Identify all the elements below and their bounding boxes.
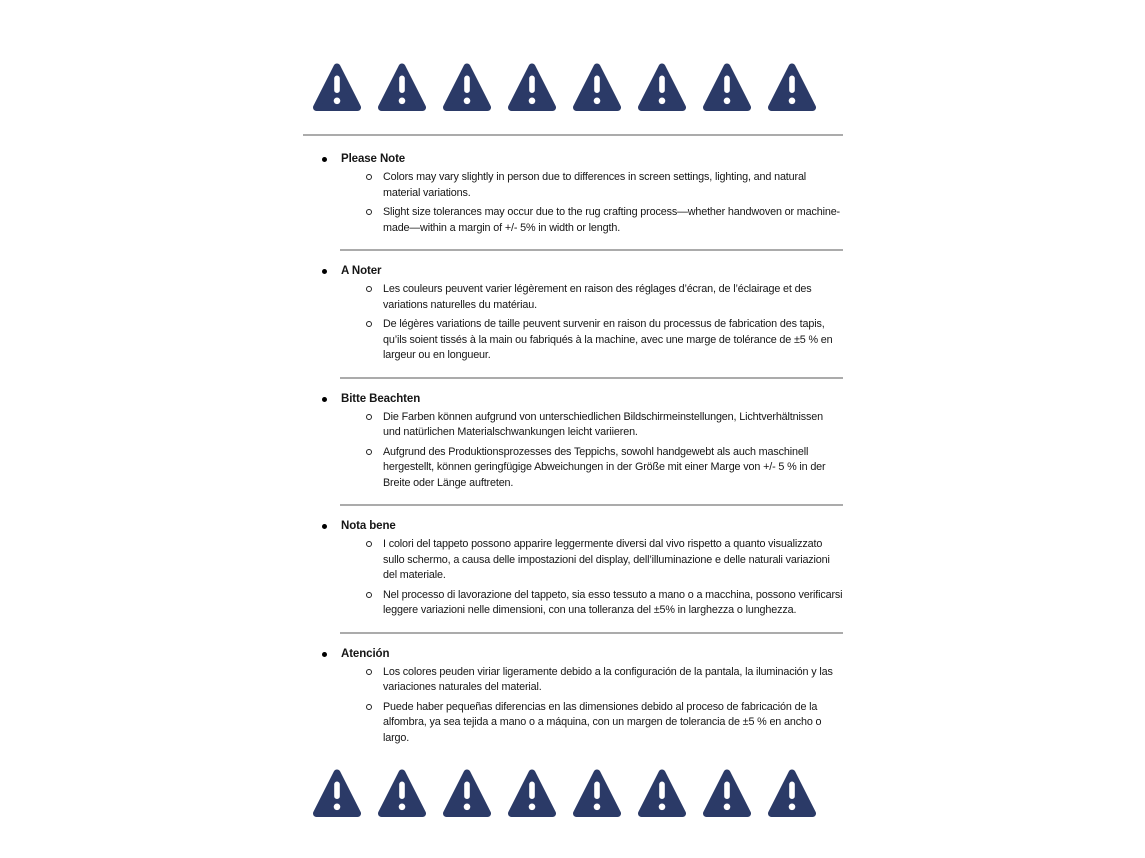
section-divider: [340, 249, 843, 251]
note-item: [300, 665, 843, 696]
warning-triangle-icon: [378, 62, 426, 113]
warning-triangle-icon: [638, 768, 686, 819]
content-column: [300, 62, 843, 819]
warning-triangle-icon: [443, 768, 491, 819]
section-heading-row: [300, 392, 843, 407]
top-warning-row: [300, 62, 843, 113]
note-item: [300, 410, 843, 441]
warning-triangle-icon: [703, 768, 751, 819]
notes-list: [300, 152, 843, 746]
warning-triangle-icon: [313, 768, 361, 819]
warning-triangle-icon: [573, 768, 621, 819]
warning-triangle-icon: [378, 768, 426, 819]
note-item-text: Puede haber pequeñas diferencias en las dimensiones debido al proceso de fabricación de la alfombra, ya sea tejida a mano o a máquina, con un margen de tolerancia de ±5 % en ancho o largo.: [383, 700, 822, 744]
note-item-text: De légères variations de taille peuvent survenir en raison du processus de fabrication des tapis, qu’ils soient tissés à la main ou fabriqués à la machine, avec une marge de tolérance de ±5 % en largeur ou en longueur.: [383, 318, 833, 361]
circle-bullet-icon: [366, 704, 372, 710]
note-section: [300, 519, 843, 619]
note-item: [300, 588, 843, 619]
warning-triangle-icon: [313, 62, 361, 113]
bullet-icon: [322, 269, 327, 274]
note-item-text: Los colores peuden viriar ligeramente debido a la configuración de la pantala, la iluminación y las variaciones naturales del material.: [383, 665, 833, 693]
note-item: [300, 282, 843, 313]
section-heading: A Noter: [341, 265, 382, 277]
warning-triangle-icon: [768, 768, 816, 819]
note-section: [300, 152, 843, 236]
note-item-text: Colors may vary slightly in person due to differences in screen settings, lighting, and natural material variations.: [383, 171, 807, 199]
bullet-icon: [322, 157, 327, 162]
note-item-text: Slight size tolerances may occur due to the rug crafting process—whether handwoven or machine-made—within a margin of +/- 5% in width or length.: [383, 206, 841, 234]
note-item-text: Les couleurs peuvent varier légèrement en raison des réglages d’écran, de l’éclairage et des variations naturelles du matériau.: [383, 283, 812, 311]
circle-bullet-icon: [366, 592, 372, 598]
warning-triangle-icon: [508, 768, 556, 819]
note-item: [300, 205, 843, 236]
note-section: [300, 264, 843, 364]
section-heading-row: [300, 152, 843, 167]
circle-bullet-icon: [366, 174, 372, 180]
bottom-warning-row: [300, 768, 843, 819]
circle-bullet-icon: [366, 669, 372, 675]
circle-bullet-icon: [366, 321, 372, 327]
warning-triangle-icon: [703, 62, 751, 113]
note-item-text: Nel processo di lavorazione del tappeto, sia esso tessuto a mano o a macchina, possono verificarsi leggere variazioni nelle dimensioni, con una tolleranza del ±5% in larghezza o lunghezza.: [383, 588, 843, 616]
bullet-icon: [322, 397, 327, 402]
note-item: [300, 317, 843, 364]
circle-bullet-icon: [366, 414, 372, 420]
warning-triangle-icon: [768, 62, 816, 113]
circle-bullet-icon: [366, 209, 372, 215]
note-section: [300, 647, 843, 747]
section-heading-row: [300, 264, 843, 279]
section-heading-row: [300, 519, 843, 534]
section-heading: Atención: [341, 647, 390, 660]
note-item: [300, 170, 843, 201]
section-divider: [340, 504, 843, 506]
circle-bullet-icon: [366, 541, 372, 547]
section-heading-row: [300, 647, 843, 662]
section-heading: Bitte Beachten: [341, 392, 421, 405]
note-item: [300, 700, 843, 747]
warning-triangle-icon: [508, 62, 556, 113]
note-item-text: Aufgrund des Produktionsprozesses des Teppichs, sowohl handgewebt als auch maschinell hergestellt, können geringfügige Abweichungen in der Größe mit einer Marge von +/- 5 % in der Breite oder Länge auftreten.: [383, 445, 826, 489]
warning-triangle-icon: [638, 62, 686, 113]
bullet-icon: [322, 652, 327, 657]
note-item: [300, 445, 843, 492]
warning-triangle-icon: [573, 62, 621, 113]
bullet-icon: [322, 524, 327, 529]
circle-bullet-icon: [366, 286, 372, 292]
top-divider: [303, 134, 843, 136]
section-heading: Nota bene: [341, 520, 396, 532]
circle-bullet-icon: [366, 449, 372, 455]
note-section: [300, 392, 843, 492]
section-heading: Please Note: [341, 153, 406, 165]
note-item-text: Die Farben können aufgrund von unterschiedlichen Bildschirmeinstellungen, Lichtverhältnissen und natürlichen Materialschwankungen leicht variieren.: [383, 410, 823, 438]
section-divider: [340, 377, 843, 379]
note-item: [300, 537, 843, 584]
section-divider: [340, 632, 843, 634]
note-item-text: I colori del tappeto possono apparire leggermente diversi dal vivo rispetto a quanto visualizzato sullo schermo, a causa delle impostazioni del display, dell’illuminazione e delle naturali variazioni del materiale.: [383, 538, 830, 581]
warning-triangle-icon: [443, 62, 491, 113]
